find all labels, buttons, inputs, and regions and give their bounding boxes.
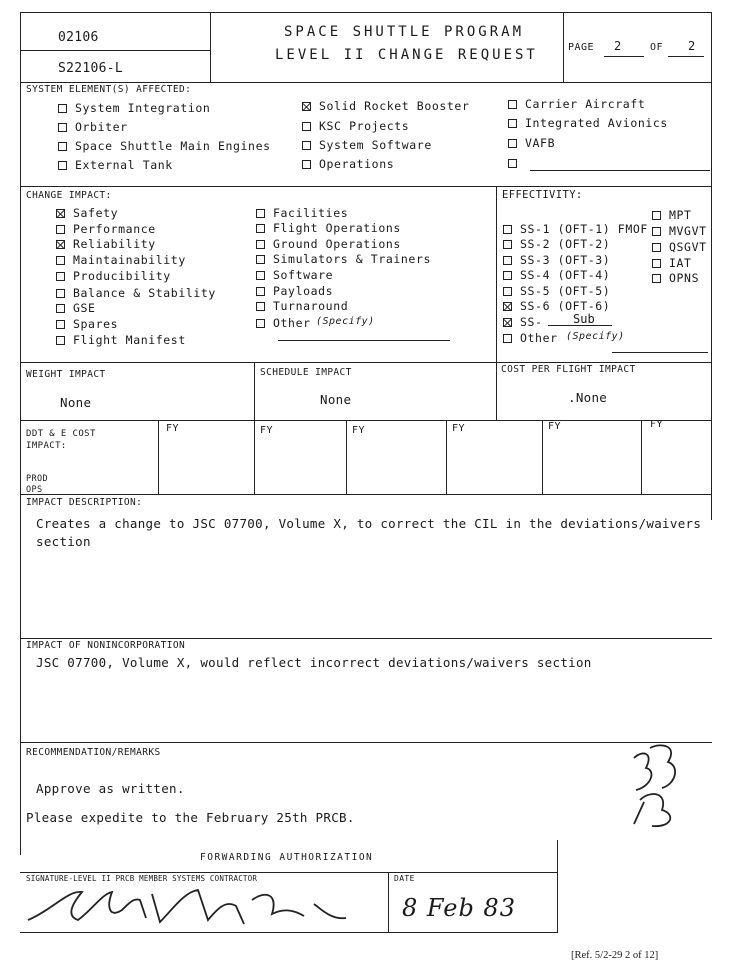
system-element-item-label: System Integration [75,101,211,115]
cost-table-bottom-border [20,494,712,495]
change-impact-item-label: Software [273,268,334,282]
recommendation-line2: Please expedite to the February 25th PRCB. [26,810,355,825]
checkbox-icon[interactable] [503,240,512,249]
system-element-item [508,97,645,111]
checkbox-icon[interactable] [58,104,67,113]
effectivity-side-item [652,240,707,254]
impact-other-hint: (Specify) [316,316,375,327]
checkbox-icon[interactable] [652,243,661,252]
recommendation-line1: Approve as written. [36,781,185,796]
change-impact-item-label: Spares [73,317,119,331]
form-subtitle: LEVEL II CHANGE REQUEST [275,47,538,63]
change-impact-item [256,316,311,330]
checked-checkbox-icon[interactable] [56,240,65,249]
system-element-item [302,138,432,152]
checkbox-icon[interactable] [652,259,661,268]
page-number-line [604,56,644,57]
checkbox-icon[interactable] [56,256,65,265]
checkbox-icon[interactable] [503,287,512,296]
form-left-border [20,12,21,855]
schedule-impact-value: None [320,392,352,407]
change-impact-item-label: Reliability [73,237,156,251]
ss-value: Sub [573,312,595,326]
checked-checkbox-icon[interactable] [302,102,311,111]
checkbox-icon[interactable] [508,139,517,148]
effectivity-item [503,268,610,282]
header-number-divider [20,50,210,51]
effectivity-item [503,315,543,329]
effectivity-item-label: SS-2 (OFT-2) [520,237,611,251]
form-title: SPACE SHUTTLE PROGRAM [284,24,525,40]
change-impact-item [56,253,186,267]
change-impact-item [56,222,156,236]
signature-right-border [557,840,558,932]
change-impact-item-label: Balance & Stability [73,286,216,300]
weight-impact-label: WEIGHT IMPACT [26,369,106,380]
checked-checkbox-icon[interactable] [56,209,65,218]
system-element-item-label: Solid Rocket Booster [319,99,470,113]
system-element-item-label: Carrier Aircraft [525,97,646,111]
impact-description-label: IMPACT DESCRIPTION: [26,497,143,508]
checkbox-icon[interactable] [56,225,65,234]
forwarding-label: FORWARDING AUTHORIZATION [200,852,374,863]
change-impact-item-label: Producibility [73,269,171,283]
system-element-item-label: Operations [319,157,395,171]
system-element-item [58,120,128,134]
change-impact-item-label: Performance [73,222,156,236]
weight-schedule-divider [254,362,255,420]
change-impact-item [56,206,118,220]
checkbox-icon[interactable] [652,211,661,220]
checkbox-icon[interactable] [56,304,65,313]
checkbox-icon[interactable] [302,141,311,150]
effectivity-item [503,222,648,236]
effectivity-side-item [652,208,692,222]
fy-col-5: FY [548,421,562,432]
change-impact-item [256,206,348,220]
system-element-item [508,116,668,130]
system-elements-bottom-border [20,186,712,187]
change-impact-item [56,317,118,331]
system-element-item [508,156,525,170]
checkbox-icon[interactable] [58,161,67,170]
checkbox-icon[interactable] [503,271,512,280]
checkbox-icon[interactable] [56,289,65,298]
system-element-item [302,157,394,171]
fy-divider-5 [542,420,543,494]
page-label: PAGE [568,42,595,53]
system-element-item [58,139,271,153]
system-elements-label: SYSTEM ELEMENT(S) AFFECTED: [26,84,192,95]
change-impact-item-label: Payloads [273,284,334,298]
system-element-item-label: System Software [319,138,432,152]
change-impact-item [56,237,156,251]
checked-checkbox-icon[interactable] [503,302,512,311]
page-number: 2 [614,39,622,53]
impacts-bottom-border [20,420,712,421]
page-total-line [668,56,704,57]
system-element-item-label: Integrated Avionics [525,116,668,130]
header-divider-left [210,12,211,82]
schedule-impact-label: SCHEDULE IMPACT [260,367,352,378]
date-divider [388,872,389,932]
impact-other-line [278,340,450,341]
checkbox-icon[interactable] [56,336,65,345]
change-impact-item-label: Flight Operations [273,221,401,235]
fy-col-1: FY [166,423,180,434]
fy-divider-1 [158,420,159,494]
fy-divider-3 [346,420,347,494]
effectivity-side-item [652,271,699,285]
effectivity-side-item-label: QSGVT [669,240,707,254]
prod-label: PROD [26,474,49,484]
nonincorporation-bottom-border [20,742,712,743]
change-impact-item [56,333,186,347]
impact-label: IMPACT: [26,441,67,451]
eff-other-hint: (Specify) [566,331,625,342]
effectivity-side-item [652,256,692,270]
effectivity-item [503,284,610,298]
checkbox-icon[interactable] [503,225,512,234]
description-bottom-border [20,638,712,639]
weight-impact-value: None [60,395,92,410]
effectivity-item-label: SS-1 (OFT-1) FMOF [520,222,648,236]
system-element-item-label: Orbiter [75,120,128,134]
change-impact-item [256,284,333,298]
impact-description-line1: Creates a change to JSC 07700, Volume X, to correct the CIL in the deviations/waivers [36,516,702,531]
fy-divider-4 [446,420,447,494]
change-impact-item [256,221,401,235]
effectivity-side-item-label: MPT [669,208,692,222]
change-impact-item [56,301,96,315]
effectivity-item-label: Other [520,331,558,345]
effectivity-item-label: SS-5 (OFT-5) [520,284,611,298]
checkbox-icon[interactable] [302,122,311,131]
change-impact-item [256,299,348,313]
checkbox-icon[interactable] [503,334,512,343]
effectivity-item [503,331,558,345]
checkbox-icon[interactable] [508,159,517,168]
change-impact-item-label: Ground Operations [273,237,401,251]
system-element-item [508,136,555,150]
date-label: DATE [394,874,415,883]
system-other-line [530,170,710,171]
checkbox-icon[interactable] [256,287,265,296]
ops-label: OPS [26,485,43,495]
checkbox-icon[interactable] [256,209,265,218]
system-element-item [58,158,173,172]
of-label: OF [650,42,664,53]
effectivity-side-item-label: MVGVT [669,224,707,238]
form-top-border [20,12,712,13]
checkbox-icon[interactable] [256,240,265,249]
effectivity-divider [496,186,497,420]
effectivity-side-item [652,224,707,238]
effectivity-item [503,237,610,251]
effectivity-label: EFFECTIVITY: [502,189,583,201]
system-element-item-label: Space Shuttle Main Engines [75,139,271,153]
change-impact-item [56,269,171,283]
effectivity-item-label: SS- [520,315,543,329]
forwarding-bottom-border [20,872,558,873]
system-element-item-label: VAFB [525,136,556,150]
handwritten-initials [622,740,694,830]
signature-label: SIGNATURE-LEVEL II PRCB MEMBER SYSTEMS CONTRACTOR [26,874,258,883]
fy-divider-2 [254,420,255,494]
change-impact-item-label: Other [273,316,311,330]
change-impact-item [256,237,401,251]
cost-per-flight-label: COST PER FLIGHT IMPACT [501,364,636,375]
eff-other-line [612,352,708,353]
cost-per-flight-value: .None [568,390,608,405]
checkbox-icon[interactable] [503,256,512,265]
checkbox-icon[interactable] [56,272,65,281]
checkbox-icon[interactable] [652,227,661,236]
checkbox-icon[interactable] [256,302,265,311]
effectivity-item [503,253,610,267]
form-right-border [711,12,712,520]
checkbox-icon[interactable] [256,271,265,280]
checkbox-icon[interactable] [256,255,265,264]
page-total: 2 [688,39,696,53]
header-divider-right [563,12,564,82]
checkbox-icon[interactable] [56,320,65,329]
change-impact-label: CHANGE IMPACT: [26,190,112,201]
system-element-item-label: External Tank [75,158,173,172]
change-impact-item-label: Safety [73,206,119,220]
reference-footer: [Ref. 5/2-29 2 of 12] [571,950,659,961]
checkbox-icon[interactable] [508,100,517,109]
change-impact-item-label: Flight Manifest [73,333,186,347]
change-impact-bottom-border [20,362,712,363]
ddte-cost-label: DDT & E COST [26,429,96,439]
effectivity-item-label: SS-4 (OFT-4) [520,268,611,282]
effectivity-item-label: SS-3 (OFT-3) [520,253,611,267]
checkbox-icon[interactable] [508,119,517,128]
fy-col-4: FY [452,423,466,434]
system-element-item-label: KSC Projects [319,119,410,133]
ss-value-line [548,325,612,326]
header-bottom-border [20,82,712,83]
effectivity-item [503,299,610,313]
checkbox-icon[interactable] [302,160,311,169]
checkbox-icon[interactable] [256,319,265,328]
fy-col-6: FY [650,419,664,430]
date-value: 8 Feb 83 [402,894,516,922]
nonincorporation-text: JSC 07700, Volume X, would reflect incorrect deviations/waivers section [36,655,592,670]
change-impact-item-label: Turnaround [273,299,349,313]
change-impact-item-label: Facilities [273,206,349,220]
checkbox-icon[interactable] [58,142,67,151]
change-impact-item-label: GSE [73,301,96,315]
cr-number: 02106 [58,30,99,45]
effectivity-side-item-label: OPNS [669,271,700,285]
system-element-item [302,119,409,133]
signature-bottom-border [20,932,558,933]
fy-col-2: FY [260,425,274,436]
signature-image [22,880,362,932]
change-impact-item-label: Simulators & Trainers [273,252,431,266]
checkbox-icon[interactable] [58,123,67,132]
fy-col-3: FY [352,425,366,436]
change-impact-item [56,286,216,300]
system-element-item [302,99,469,113]
checkbox-icon[interactable] [256,224,265,233]
recommendation-label: RECOMMENDATION/REMARKS [26,747,161,758]
effectivity-item-label: SS-6 (OFT-6) [520,299,611,313]
effectivity-side-item-label: IAT [669,256,692,270]
checked-checkbox-icon[interactable] [503,318,512,327]
nonincorporation-label: IMPACT OF NONINCORPORATION [26,640,186,651]
cr-revision: S22106-L [58,61,124,76]
change-impact-item-label: Maintainability [73,253,186,267]
system-element-item [58,101,210,115]
change-impact-item [256,252,431,266]
checkbox-icon[interactable] [652,274,661,283]
change-impact-item [256,268,333,282]
fy-divider-6 [641,420,642,494]
impact-description-line2: section [36,534,91,549]
